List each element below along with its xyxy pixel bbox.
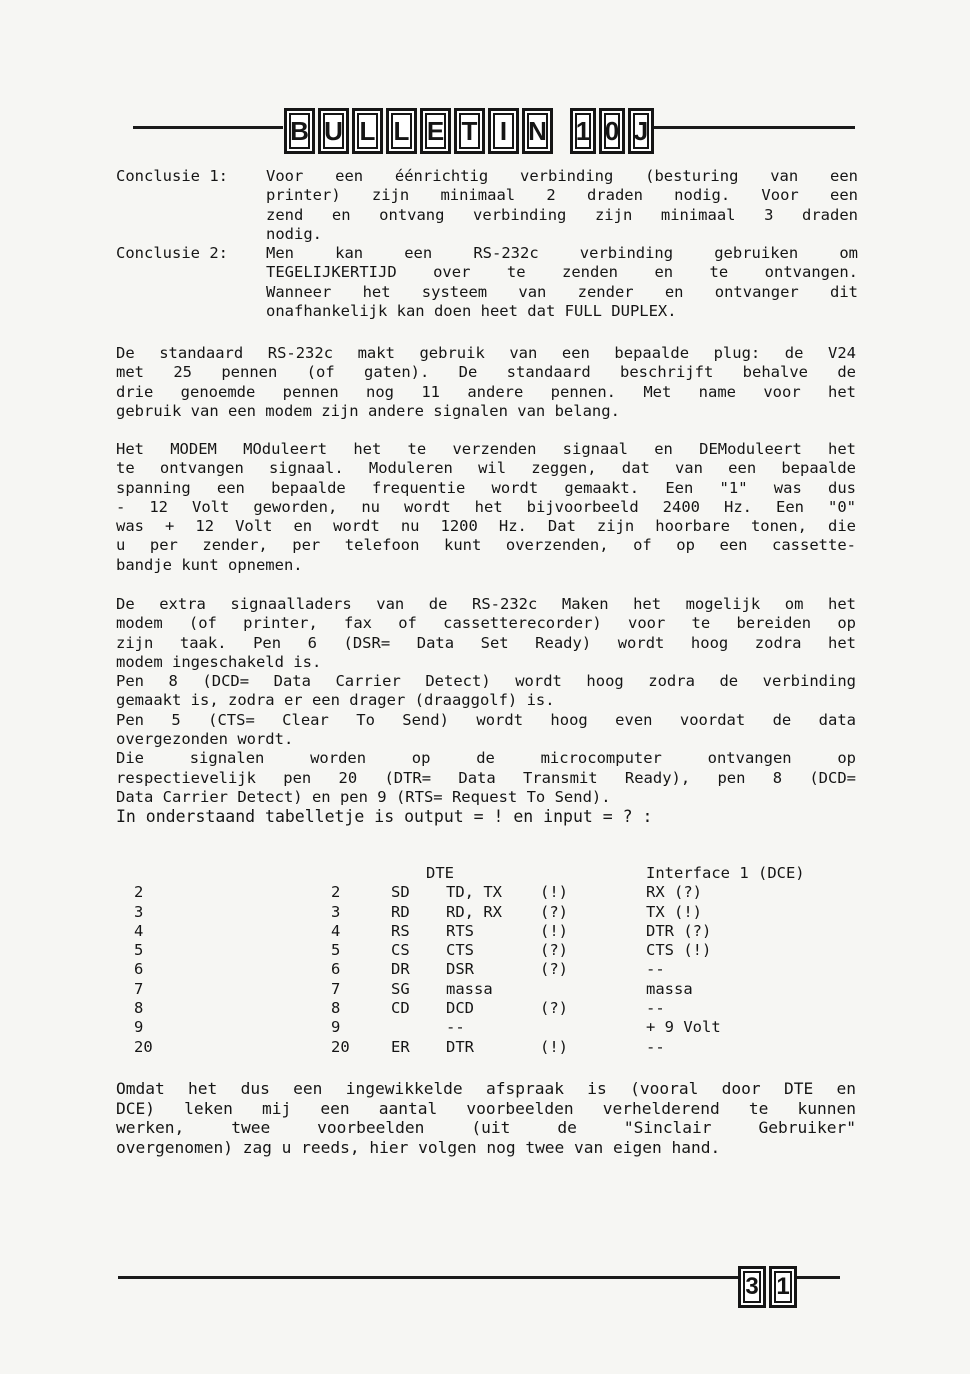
cell-pin: 3: [134, 902, 144, 921]
text-line: DCE) leken mij een aantal voorbeelden verhelderend te kunnen: [116, 1098, 856, 1118]
text-line: met 25 pennen (of gaten). De standaard beschrijft behalve de: [116, 363, 856, 382]
cell-pin: 2: [331, 883, 341, 902]
logo-letter: L: [386, 108, 417, 154]
cell-direction: (!): [540, 921, 568, 940]
cell-code: SD: [391, 883, 410, 902]
text-line: Men kan een RS-232c verbinding gebruiken om: [266, 244, 858, 263]
conclusion-text: [266, 244, 858, 321]
text-line: De extra signaalladers van de RS-232c Maken het mogelijk om het: [116, 595, 856, 613]
cell-direction: (?): [540, 902, 568, 921]
text-line: zend en ontvang verbinding zijn minimaal 3 draden: [266, 205, 858, 224]
text-line: Data Carrier Detect) en pen 9 (RTS= Request To Send).: [116, 787, 611, 806]
cell-pin: 8: [134, 999, 144, 1018]
cell-dce: --: [646, 1037, 665, 1056]
page-digit: 3: [738, 1266, 766, 1308]
cell-direction: (!): [540, 1037, 568, 1056]
text-line: u per zender, per telefoon kunt overzenden, of op een cassette-: [116, 536, 856, 555]
cell-dte: DTR: [446, 1037, 474, 1056]
cell-code: DR: [391, 960, 410, 979]
cell-pin: 4: [134, 921, 144, 940]
logo-digit: J: [628, 108, 654, 154]
cell-code: ER: [391, 1037, 410, 1056]
conclusion-text: [266, 167, 858, 244]
cell-dte: RTS: [446, 921, 474, 940]
cell-pin: 7: [134, 979, 144, 998]
text-line: printer) zijn minimaal 2 draden nodig. Voor een: [266, 186, 858, 205]
header-rule-left: [133, 126, 283, 129]
cell-dte: massa: [446, 979, 493, 998]
cell-dte: --: [446, 1018, 465, 1037]
cell-dce: TX (!): [646, 902, 702, 921]
cell-pin: 2: [134, 883, 144, 902]
text-line: Voor een éénrichtig verbinding (besturing van een: [266, 167, 858, 185]
text-line: zijn taak. Pen 6 (DSR= Data Set Ready) wordt hoog zodra het: [116, 633, 856, 652]
conclusions: [116, 167, 858, 321]
cell-pin: 4: [331, 921, 341, 940]
text-line: Die signalen worden op de microcomputer ontvangen op: [116, 749, 856, 768]
conclusion-label: Conclusie 1:: [116, 167, 228, 185]
page-number-logo: [738, 1266, 797, 1308]
cell-pin: 8: [331, 999, 341, 1018]
text-line: was + 12 Volt en wordt nu 1200 Hz. Dat zijn hoorbare tonen, die: [116, 517, 856, 536]
cell-code: RD: [391, 902, 410, 921]
text-line: In onderstaand tabelletje is output = ! en input = ? :: [116, 807, 653, 827]
cell-dce: CTS (!): [646, 941, 712, 960]
text-line: Pen 5 (CTS= Clear To Send) wordt hoog even voordat de data: [116, 710, 856, 729]
logo-letter: E: [420, 108, 451, 154]
cell-dte: RD, RX: [446, 902, 502, 921]
conclusion-label: Conclusie 2:: [116, 244, 228, 263]
paragraph-modem: [116, 440, 856, 575]
conclusion-1: [116, 167, 858, 244]
cell-dce: + 9 Volt: [646, 1018, 721, 1037]
cell-pin: 6: [134, 960, 144, 979]
table-header-dte: DTE: [426, 864, 454, 882]
table-header-interface: Interface 1 (DCE): [646, 864, 805, 882]
cell-dte: DCD: [446, 999, 474, 1018]
text-line: drie genoemde pennen nog 11 andere pennen. Met name voor het: [116, 382, 856, 401]
logo-letter: T: [454, 108, 485, 154]
cell-dte: DSR: [446, 960, 474, 979]
text-line: modem (of printer, fax of cassetterecorder) voor te bereiden op: [116, 614, 856, 633]
table-row: [116, 980, 856, 999]
logo-letter: L: [352, 108, 383, 154]
paragraph-plug: [116, 344, 856, 421]
cell-dte: CTS: [446, 941, 474, 960]
text-line: TEGELIJKERTIJD over te zenden en te ontvangen.: [266, 263, 858, 282]
footer-rule: [118, 1276, 738, 1279]
text-line: werken, twee voorbeelden (uit de "Sinclair Gebruiker": [116, 1118, 856, 1137]
text-line: spanning een bepaalde frequentie wordt gemaakt. Een "1" was dus: [116, 478, 856, 497]
table-row: [116, 922, 856, 941]
cell-dce: massa: [646, 979, 693, 998]
cell-dce: DTR (?): [646, 921, 712, 940]
cell-code: CD: [391, 999, 410, 1018]
text-line: De standaard RS-232c makt gebruik van een bepaalde plug: de V24: [116, 344, 856, 362]
conclusion-2: [116, 244, 858, 321]
table-row: [116, 941, 856, 960]
text-line: modem ingeschakeld is.: [116, 652, 322, 671]
text-line: Wanneer het systeem van zender en ontvanger dit: [266, 282, 858, 301]
logo-letter: B: [284, 108, 315, 154]
text-line: gebruik van een modem zijn andere signalen van belang.: [116, 401, 620, 420]
cell-dce: RX (?): [646, 883, 702, 902]
cell-direction: (!): [540, 883, 568, 902]
bulletin-number-logo: [570, 108, 654, 154]
table-row: [116, 903, 856, 922]
text-line: overgezonden wordt.: [116, 730, 294, 749]
logo-letter: N: [522, 108, 553, 154]
cell-dce: --: [646, 960, 665, 979]
cell-direction: (?): [540, 960, 568, 979]
text-line: - 12 Volt geworden, nu wordt het bijvoorbeeld 2400 Hz. Een "0": [116, 497, 856, 516]
cell-code: SG: [391, 979, 410, 998]
paragraph-signals: [116, 595, 856, 827]
cell-dte: TD, TX: [446, 883, 502, 902]
logo-digit: 1: [570, 108, 596, 154]
cell-code: RS: [391, 921, 410, 940]
text-line: Pen 8 (DCD= Data Carrier Detect) wordt hoog zodra de verbinding: [116, 672, 856, 691]
cell-pin: 5: [134, 941, 144, 960]
text-line: bandje kunt opnemen.: [116, 555, 303, 574]
cell-pin: 7: [331, 979, 341, 998]
cell-pin: 9: [331, 1018, 341, 1037]
text-line: nodig.: [266, 224, 322, 243]
table-row: [116, 999, 856, 1018]
cell-direction: (?): [540, 941, 568, 960]
text-line: Het MODEM MOduleert het te verzenden signaal en DEModuleert het: [116, 440, 856, 458]
table-row: [116, 960, 856, 979]
bulletin-logo: [284, 108, 553, 154]
text-line: te ontvangen signaal. Moduleren wil zeggen, dat van een bepaalde: [116, 459, 856, 478]
logo-letter: U: [318, 108, 349, 154]
cell-pin: 20: [134, 1037, 153, 1056]
table-header: [116, 864, 856, 883]
text-line: gemaakt is, zodra er een drager (draaggolf) is.: [116, 691, 555, 710]
text-line: Omdat het dus een ingewikkelde afspraak is (vooral door DTE en: [116, 1079, 856, 1098]
cell-pin: 20: [331, 1037, 350, 1056]
pin-table: [116, 864, 856, 1057]
logo-digit: 0: [599, 108, 625, 154]
paragraph-closing: [116, 1079, 856, 1157]
logo-letter: I: [488, 108, 519, 154]
page-digit: 1: [769, 1266, 797, 1308]
cell-pin: 6: [331, 960, 341, 979]
cell-pin: 5: [331, 941, 341, 960]
cell-direction: (?): [540, 999, 568, 1018]
cell-dce: --: [646, 999, 665, 1018]
table-row: [116, 883, 856, 902]
text-line: respectievelijk pen 20 (DTR= Data Transmit Ready), pen 8 (DCD=: [116, 768, 856, 787]
table-row: [116, 1038, 856, 1057]
cell-pin: 9: [134, 1018, 144, 1037]
text-line: overgenomen) zag u reeds, hier volgen nog twee van eigen hand.: [116, 1137, 721, 1157]
cell-pin: 3: [331, 902, 341, 921]
header-rule-right: [640, 126, 855, 129]
text-line: onafhankelijk kan doen heet dat FULL DUPLEX.: [266, 302, 677, 321]
footer-rule-right: [790, 1276, 840, 1279]
cell-code: CS: [391, 941, 410, 960]
table-row: [116, 1018, 856, 1037]
